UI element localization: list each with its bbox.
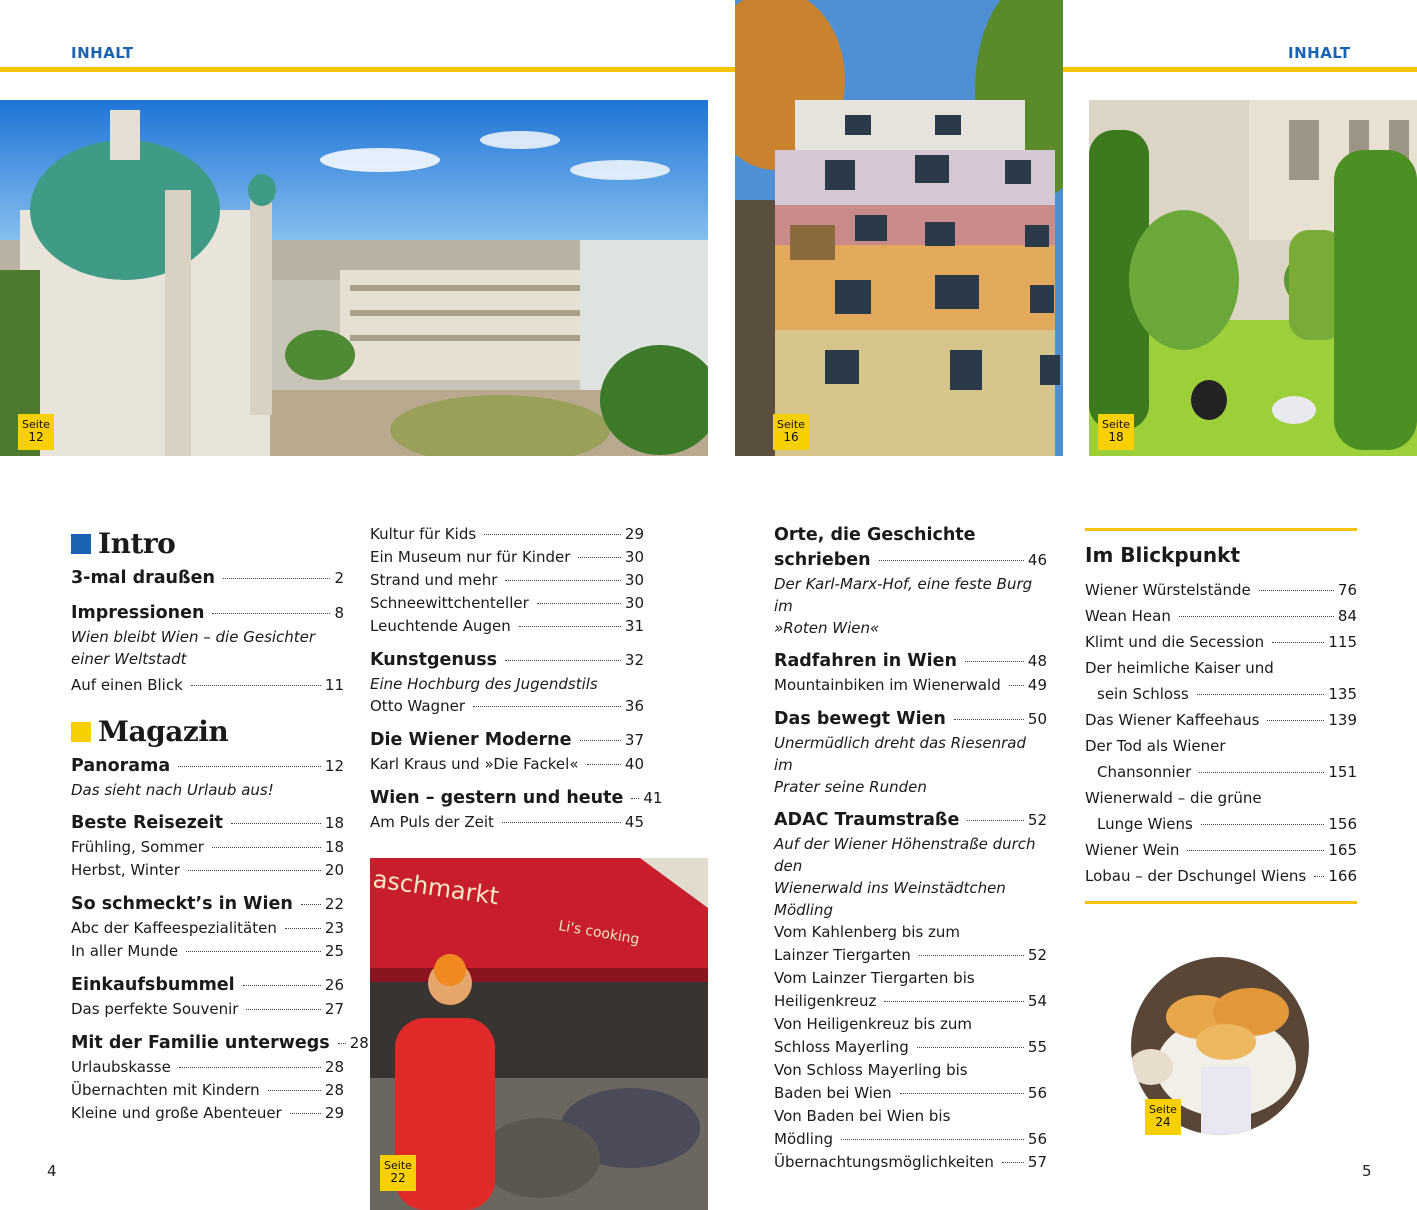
toc-entry-title: Klimt und die Secession (1085, 633, 1265, 651)
toc-page-number: 57 (1027, 1153, 1047, 1171)
toc-entry-title: Die Wiener Moderne (370, 730, 572, 750)
page-number-right: 5 (1362, 1162, 1372, 1180)
toc-page-number: 84 (1337, 607, 1357, 625)
toc-page-number: 27 (324, 1000, 344, 1018)
toc-page-number: 31 (624, 617, 644, 635)
toc-page-number: 25 (324, 942, 344, 960)
toc-text-line (1085, 785, 1357, 811)
leader-dots (231, 823, 321, 824)
toc-entry[interactable] (71, 917, 344, 940)
toc-entry[interactable] (71, 940, 344, 963)
leader-dots (965, 661, 1024, 662)
leader-dots (537, 603, 621, 604)
toc-subtitle: Auf der Wiener Höhenstraße durch den (774, 835, 1036, 875)
toc-entry[interactable] (774, 548, 1047, 573)
toc-subtitle: Prater seine Runden (774, 778, 927, 796)
header-left: INHALT (71, 44, 134, 62)
leader-dots (243, 985, 321, 986)
toc-entry-title: So schmeckt’s in Wien (71, 894, 293, 914)
toc-entry[interactable] (370, 786, 663, 811)
awning-text: Li's cooking (557, 918, 641, 948)
toc-entry[interactable] (1085, 811, 1357, 837)
toc-page-number: 8 (334, 604, 344, 622)
leader-dots (967, 820, 1024, 821)
toc-page-number: 28 (324, 1058, 344, 1076)
toc-subtitle: Unermüdlich dreht das Riesenrad im (774, 734, 1026, 774)
leader-dots (631, 798, 639, 799)
page-number-left: 4 (47, 1162, 57, 1180)
leader-dots (212, 847, 321, 848)
page-badge-12: Seite 12 (18, 414, 54, 450)
toc-page-number: 30 (624, 571, 644, 589)
toc-entry[interactable] (370, 523, 644, 546)
toc-entry[interactable] (774, 674, 1047, 697)
leader-dots (1179, 616, 1334, 617)
toc-page-number: 23 (324, 919, 344, 937)
leader-dots (587, 764, 621, 765)
toc-entry-title: Lainzer Tiergarten (774, 946, 911, 964)
toc-subtitle: Wienerwald ins Weinstädtchen Mödling (774, 879, 1006, 919)
page-badge-18: Seite 18 (1098, 414, 1134, 450)
toc-page-number: 56 (1027, 1130, 1047, 1148)
toc-entry-title: Übernachtungsmöglichkeiten (774, 1153, 994, 1171)
section-intro (71, 527, 344, 560)
toc-entry[interactable] (1085, 577, 1357, 603)
toc-page-number: 20 (324, 861, 344, 879)
toc-entry-title: In aller Munde (71, 942, 179, 960)
toc-subtitle: Wien bleibt Wien – die Gesichter (71, 628, 316, 646)
toc-page-number: 12 (324, 757, 344, 775)
photo-park (1089, 100, 1417, 456)
toc-entry[interactable] (71, 566, 344, 591)
leader-dots (1272, 642, 1324, 643)
toc-text-line (774, 967, 1047, 990)
toc-column-2 (370, 523, 663, 834)
toc-entry-title: Abc der Kaffeespezialitäten (71, 919, 277, 937)
toc-entry[interactable] (71, 998, 344, 1021)
toc-entry[interactable] (1085, 837, 1357, 863)
leader-dots (580, 740, 621, 741)
leader-dots (519, 626, 621, 627)
toc-entry-title: Das bewegt Wien (774, 709, 946, 729)
toc-entry-title: Strand und mehr (370, 571, 498, 589)
toc-entry-title: Mountainbiken im Wienerwald (774, 676, 1001, 694)
toc-entry-title: Von Schloss Mayerling bis (774, 1061, 968, 1079)
toc-entry-title: 3-mal draußen (71, 568, 215, 588)
toc-entry-title: Wiener Würstelstände (1085, 581, 1251, 599)
toc-entry[interactable] (1085, 707, 1357, 733)
toc-entry[interactable] (71, 674, 344, 697)
toc-entry-title: Radfahren in Wien (774, 651, 957, 671)
toc-entry-title: Kultur für Kids (370, 525, 477, 543)
toc-entry-title: Otto Wagner (370, 697, 466, 715)
leader-dots (917, 1047, 1024, 1048)
leader-dots (1201, 824, 1325, 825)
toc-entry[interactable] (370, 648, 644, 673)
leader-dots (884, 1001, 1024, 1002)
toc-page-number: 18 (324, 838, 344, 856)
toc-entry-title: Von Heiligenkreuz bis zum (774, 1015, 972, 1033)
toc-entry[interactable] (71, 836, 344, 859)
toc-entry[interactable] (370, 728, 644, 753)
blickpunkt-title: Im Blickpunkt (1085, 543, 1241, 567)
leader-dots (578, 557, 621, 558)
leader-dots (246, 1009, 320, 1010)
leader-dots (841, 1139, 1024, 1140)
section-magazin (71, 715, 344, 748)
toc-entry[interactable] (370, 695, 644, 718)
leader-dots (179, 1067, 321, 1068)
magazin-square-icon (71, 722, 91, 742)
toc-entry-title: Leuchtende Augen (370, 617, 511, 635)
leader-dots (212, 613, 330, 614)
toc-entry-title: Das perfekte Souvenir (71, 1000, 239, 1018)
leader-dots (1199, 772, 1324, 773)
leader-dots (285, 928, 321, 929)
toc-entry-title: Wiener Wein (1085, 841, 1180, 859)
leader-dots (301, 904, 321, 905)
header-rule-left (0, 67, 735, 72)
toc-page-number: 55 (1027, 1038, 1047, 1056)
leader-dots (1197, 694, 1325, 695)
toc-entry[interactable] (774, 1036, 1047, 1059)
toc-entry-title: Der Tod als Wiener (1085, 737, 1226, 755)
blickpunkt-box (1085, 528, 1357, 904)
toc-entry-title: Mödling (774, 1130, 834, 1148)
leader-dots (954, 719, 1024, 720)
toc-entry-title: Panorama (71, 756, 171, 776)
toc-text-line (774, 1013, 1047, 1036)
page-badge-24: Seite 24 (1145, 1099, 1181, 1135)
leader-dots (268, 1090, 321, 1091)
toc-page-number: 76 (1337, 581, 1357, 599)
toc-page-number: 56 (1027, 1084, 1047, 1102)
toc-entry-title: Karl Kraus und »Die Fackel« (370, 755, 579, 773)
leader-dots (1187, 850, 1324, 851)
page-badge-22: Seite 22 (380, 1155, 416, 1191)
toc-entry[interactable] (370, 569, 644, 592)
page-badge-16: Seite 16 (773, 414, 809, 450)
toc-subtitle: »Roten Wien« (774, 619, 880, 637)
toc-entry-title: Vom Lainzer Tiergarten bis (774, 969, 975, 987)
leader-dots (290, 1113, 321, 1114)
toc-entry[interactable] (71, 601, 344, 626)
toc-page-number: 54 (1027, 992, 1047, 1010)
toc-entry[interactable] (71, 754, 344, 779)
toc-page-number: 52 (1027, 811, 1047, 829)
section-title-magazin: Magazin (98, 715, 229, 748)
toc-entry-title: Wienerwald – die grüne (1085, 789, 1262, 807)
toc-entry-title: Das Wiener Kaffeehaus (1085, 711, 1260, 729)
toc-entry[interactable] (71, 1102, 344, 1125)
toc-page-number: 11 (324, 676, 344, 694)
toc-entry[interactable] (370, 615, 644, 638)
leader-dots (1314, 876, 1324, 877)
toc-entry-title: Der heimliche Kaiser und (1085, 659, 1274, 677)
toc-entry-title: Am Puls der Zeit (370, 813, 494, 831)
toc-entry-title: ADAC Traumstraße (774, 810, 960, 830)
toc-entry-title: Ein Museum nur für Kinder (370, 548, 571, 566)
toc-entry[interactable] (71, 1031, 369, 1056)
toc-page-number: 29 (624, 525, 644, 543)
toc-entry-title: Lunge Wiens (1097, 815, 1193, 833)
toc-subtitle: Das sieht nach Urlaub aus! (71, 781, 274, 799)
toc-column-1 (71, 527, 369, 1125)
toc-entry-title: Orte, die Geschichte (774, 525, 976, 545)
toc-entry[interactable] (774, 649, 1047, 674)
photo-naschmarkt (370, 858, 708, 1210)
toc-entry-title: Auf einen Blick (71, 676, 183, 694)
leader-dots (473, 706, 621, 707)
leader-dots (879, 560, 1024, 561)
toc-page-number: 28 (324, 1081, 344, 1099)
toc-entry[interactable] (370, 592, 644, 615)
leader-dots (502, 822, 621, 823)
intro-square-icon (71, 534, 91, 554)
leader-dots (484, 534, 621, 535)
leader-dots (188, 870, 321, 871)
leader-dots (505, 660, 621, 661)
toc-entry-title: Wean Hean (1085, 607, 1171, 625)
toc-entry-title: Chansonnier (1097, 763, 1192, 781)
leader-dots (186, 951, 321, 952)
toc-entry-title: Urlaubskasse (71, 1058, 171, 1076)
toc-entry-title: Beste Reisezeit (71, 813, 223, 833)
toc-page-number: 166 (1328, 867, 1357, 885)
toc-entry-title: Mit der Familie unterwegs (71, 1033, 330, 1053)
header-right: INHALT (1288, 44, 1351, 62)
toc-page-number: 139 (1328, 711, 1357, 729)
leader-dots (223, 578, 331, 579)
toc-page-number: 135 (1328, 685, 1357, 703)
toc-page-number: 29 (324, 1104, 344, 1122)
toc-entry-title: schrieben (774, 550, 871, 570)
toc-entry[interactable] (370, 753, 644, 776)
toc-entry-title: Kleine und große Abenteuer (71, 1104, 282, 1122)
toc-entry[interactable] (71, 811, 344, 836)
section-title-intro: Intro (98, 527, 176, 560)
toc-page-number: 151 (1328, 763, 1357, 781)
toc-entry[interactable] (1085, 863, 1357, 889)
photo-karlskirche (0, 100, 708, 456)
market-sign-text: aschmarkt (371, 865, 501, 911)
toc-entry[interactable] (1085, 681, 1357, 707)
toc-entry[interactable] (774, 1128, 1047, 1151)
toc-subtitle: Eine Hochburg des Jugendstils (370, 675, 598, 693)
toc-entry[interactable] (71, 1056, 344, 1079)
leader-dots (1259, 590, 1334, 591)
toc-page-number: 26 (324, 976, 344, 994)
toc-page-number: 45 (624, 813, 644, 831)
toc-page-number: 46 (1027, 551, 1047, 569)
toc-page-number: 37 (624, 731, 644, 749)
toc-page-number: 49 (1027, 676, 1047, 694)
toc-entry-title: Herbst, Winter (71, 861, 180, 879)
photo-hundertwasserhaus (735, 0, 1063, 456)
toc-page-number: 50 (1027, 710, 1047, 728)
toc-entry[interactable] (774, 1082, 1047, 1105)
toc-entry[interactable] (774, 808, 1047, 833)
leader-dots (505, 580, 621, 581)
toc-entry[interactable] (774, 944, 1047, 967)
toc-page-number: 22 (324, 895, 344, 913)
toc-page-number: 41 (643, 789, 663, 807)
toc-entry-title: Lobau – der Dschungel Wiens (1085, 867, 1307, 885)
toc-entry[interactable] (370, 546, 644, 569)
toc-entry[interactable] (71, 892, 344, 917)
header-rule-right (1063, 67, 1417, 72)
toc-entry[interactable] (1085, 603, 1357, 629)
toc-subtitle: Der Karl-Marx-Hof, eine feste Burg im (774, 575, 1033, 615)
toc-entry-title: Schneewittchenteller (370, 594, 529, 612)
toc-entry-title: Vom Kahlenberg bis zum (774, 923, 961, 941)
toc-entry-title: Heiligenkreuz (774, 992, 877, 1010)
toc-text-line (1085, 733, 1357, 759)
toc-entry-title: Kunstgenuss (370, 650, 498, 670)
leader-dots (1009, 685, 1024, 686)
toc-entry-title: Baden bei Wien (774, 1084, 892, 1102)
toc-entry[interactable] (71, 859, 344, 882)
toc-subtitle: einer Weltstadt (71, 650, 187, 668)
toc-text-line (774, 1105, 1047, 1128)
leader-dots (338, 1043, 346, 1044)
toc-page-number: 36 (624, 697, 644, 715)
toc-entry[interactable] (71, 973, 344, 998)
toc-entry-title: Übernachten mit Kindern (71, 1081, 260, 1099)
toc-page-number: 30 (624, 548, 644, 566)
toc-page-number: 28 (349, 1034, 369, 1052)
toc-entry[interactable] (1085, 629, 1357, 655)
toc-page-number: 156 (1328, 815, 1357, 833)
toc-entry-title: Schloss Mayerling (774, 1038, 909, 1056)
toc-entry[interactable] (774, 707, 1047, 732)
toc-entry-title: Von Baden bei Wien bis (774, 1107, 951, 1125)
toc-heading-line (774, 523, 1047, 548)
toc-page-number: 165 (1328, 841, 1357, 859)
leader-dots (178, 766, 321, 767)
toc-entry-title: sein Schloss (1097, 685, 1189, 703)
toc-entry[interactable] (370, 811, 644, 834)
toc-entry-title: Wien – gestern und heute (370, 788, 624, 808)
leader-dots (1002, 1162, 1024, 1163)
leader-dots (919, 955, 1024, 956)
toc-page-number: 2 (334, 569, 344, 587)
toc-entry[interactable] (1085, 759, 1357, 785)
toc-entry-title: Frühling, Sommer (71, 838, 204, 856)
leader-dots (900, 1093, 1024, 1094)
toc-page-number: 52 (1027, 946, 1047, 964)
toc-page-number: 18 (324, 814, 344, 832)
toc-page-number: 30 (624, 594, 644, 612)
toc-text-line (1085, 655, 1357, 681)
toc-text-line (774, 1059, 1047, 1082)
leader-dots (1267, 720, 1324, 721)
toc-entry-title: Impressionen (71, 603, 205, 623)
toc-page-number: 40 (624, 755, 644, 773)
toc-page-number: 48 (1027, 652, 1047, 670)
toc-entry[interactable] (71, 1079, 344, 1102)
toc-page-number: 32 (624, 651, 644, 669)
toc-page-number: 115 (1328, 633, 1357, 651)
toc-entry[interactable] (774, 990, 1047, 1013)
toc-entry-title: Einkaufsbummel (71, 975, 235, 995)
toc-entry[interactable] (774, 1151, 1047, 1174)
leader-dots (191, 685, 321, 686)
toc-text-line (774, 921, 1047, 944)
toc-column-3 (774, 523, 1047, 1174)
